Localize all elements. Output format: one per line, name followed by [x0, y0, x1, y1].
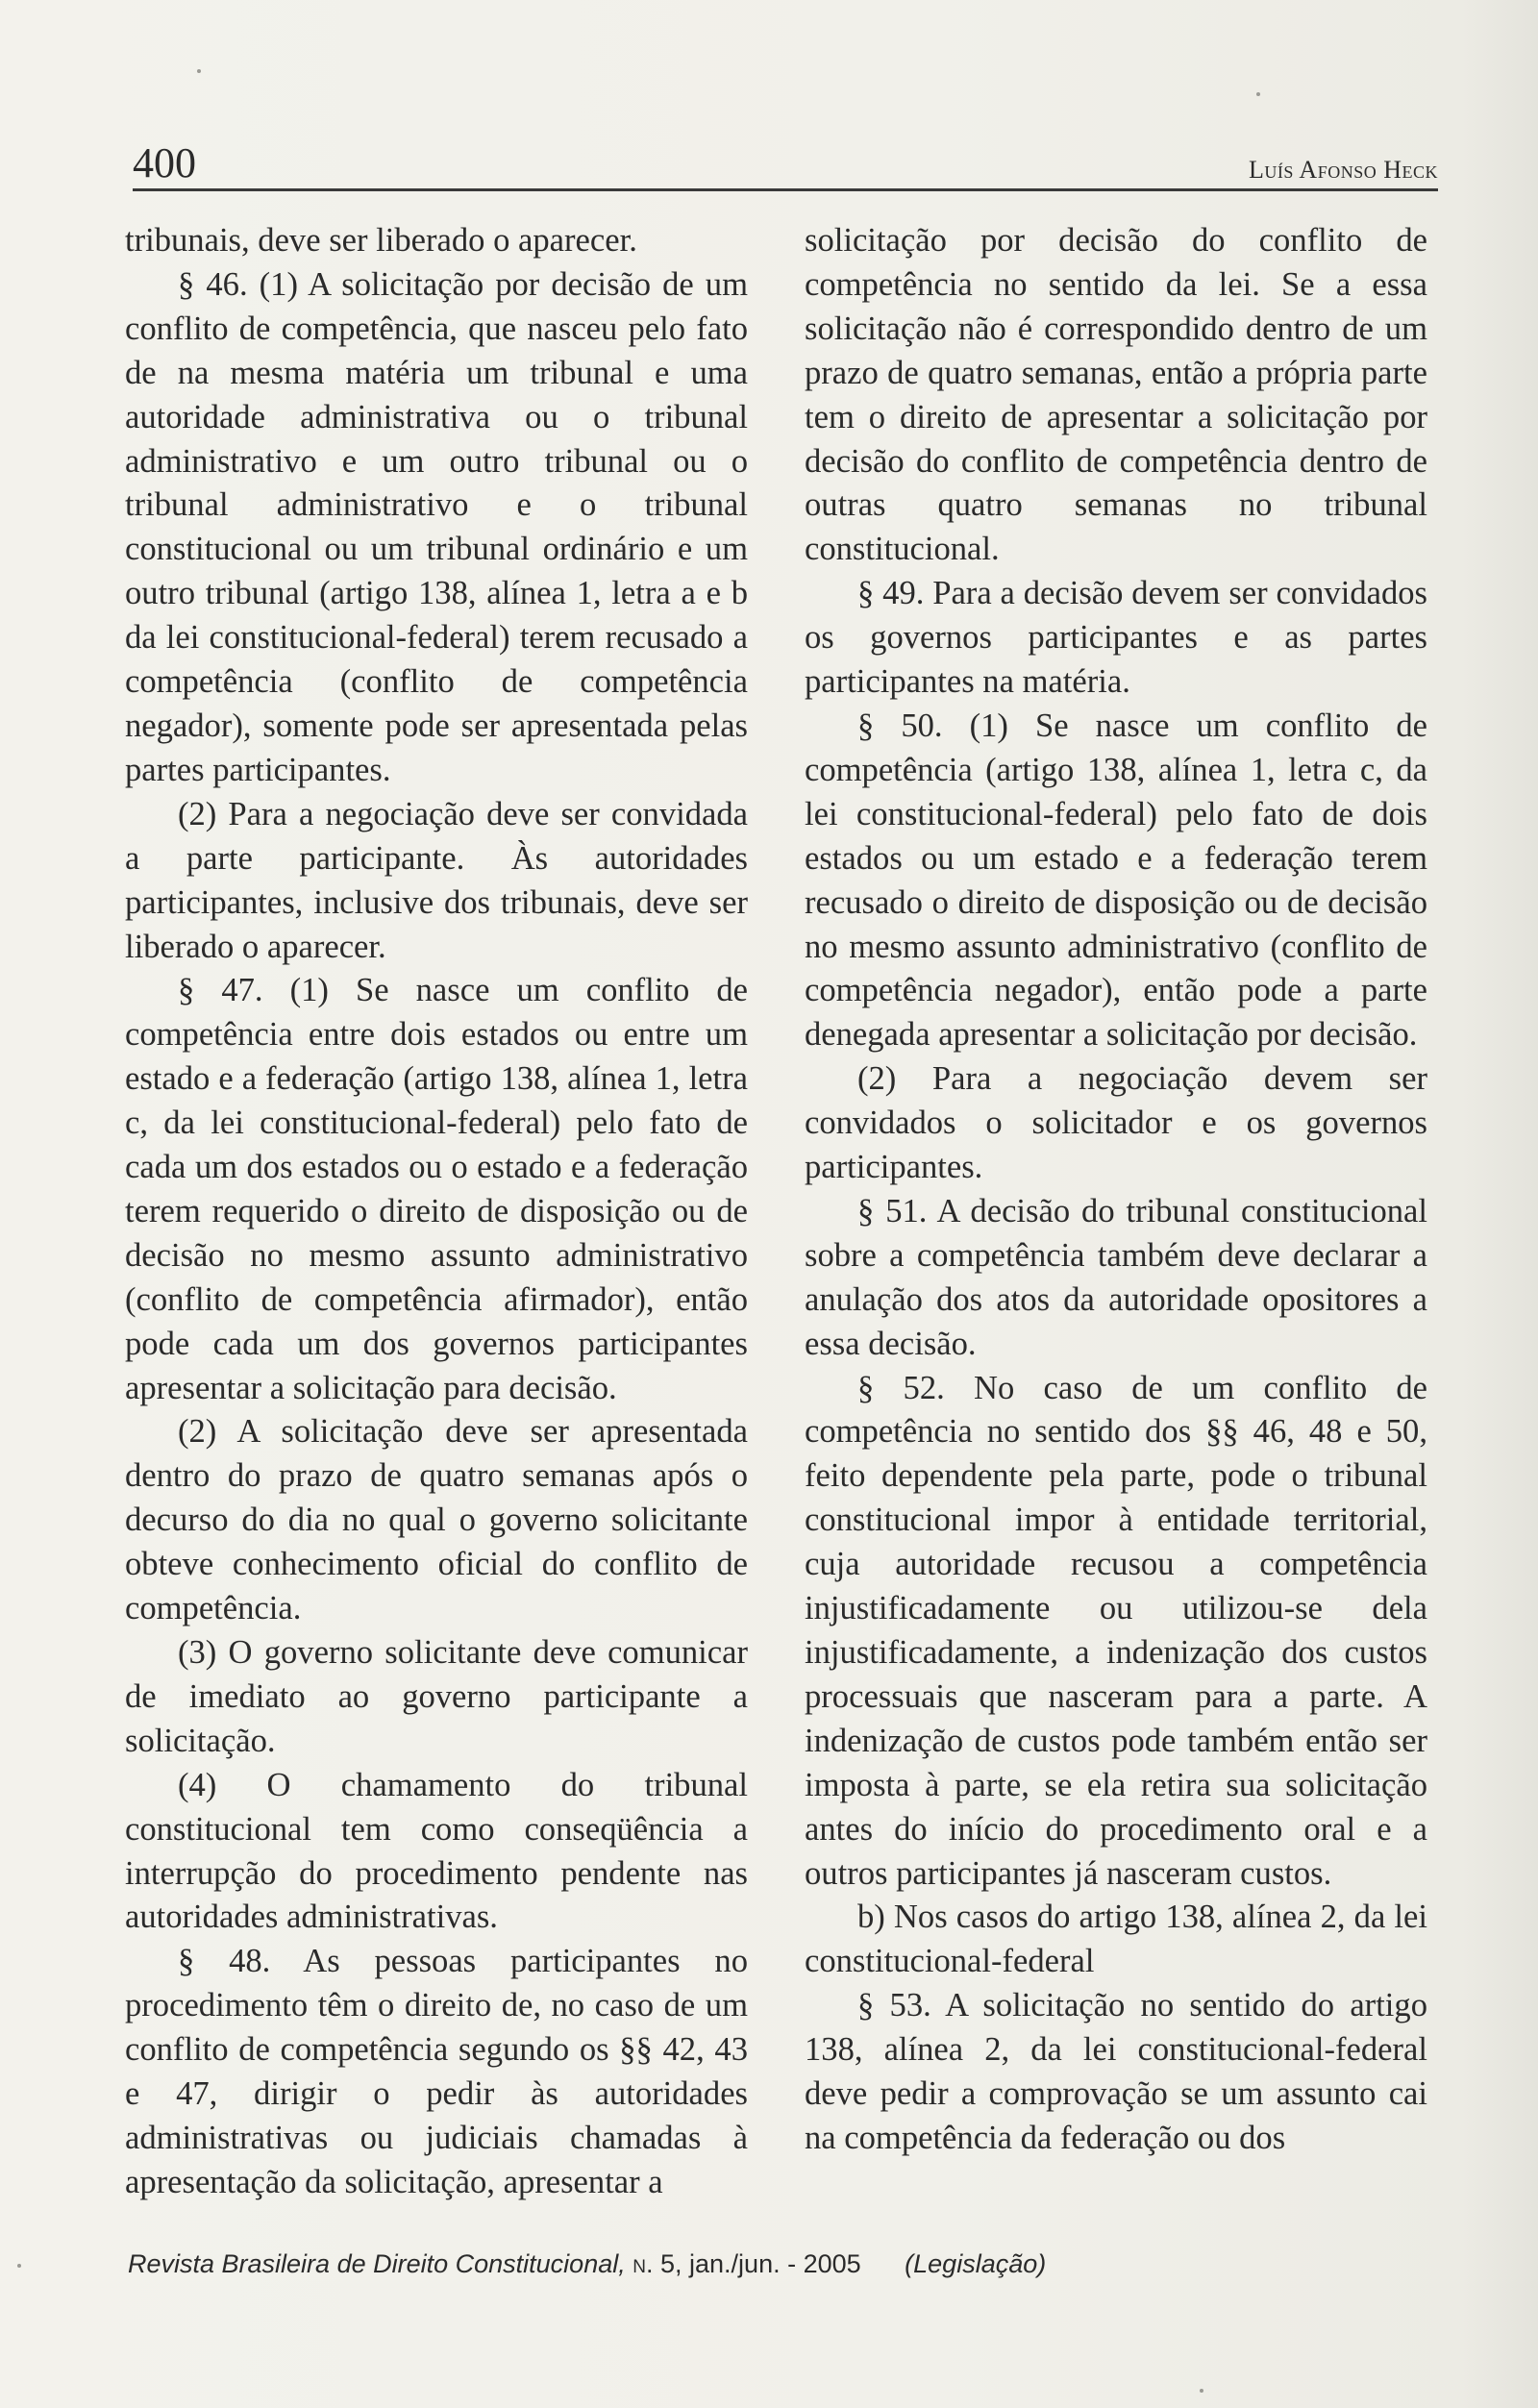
paragraph: § 51. A decisão do tribunal constitucional sobre a competência também deve declarar a anulação dos atos da autoridade opositores a essa decisão.: [805, 1192, 1427, 1362]
paragraph: solicitação por decisão do conflito de competência no sentido da lei. Se a essa solicitação não é correspondido dentro de um prazo de quatro semanas, então a própria parte tem o direito de apresentar a solicitação por decisão do conflito de competência dentro de outras quatro semanas no tribunal constitucional.: [805, 222, 1427, 568]
right-column: [805, 219, 1427, 2161]
page-number: 400: [133, 139, 196, 186]
running-head-author: Luís Afonso Heck: [1248, 156, 1438, 184]
left-column: [125, 219, 748, 2205]
paragraph: (2) Para a negociação devem ser convidados o solicitador e os governos participantes.: [805, 1060, 1427, 1186]
paragraph: § 46. (1) A solicitação por decisão de um conflito de competência, que nasceu pelo fato de na mesma matéria um tribunal e uma autoridade administrativa ou o tribunal administrativo e um outro tribunal ou o tribunal administrativo e o tribunal constitucional ou um tribunal ordinário e um outro tribunal (artigo 138, alínea 1, letra a e b da lei constitucional-federal) terem recusado a competência (conflito de competência negador), somente pode ser apresentada pelas partes participantes.: [125, 265, 748, 788]
paper-speck: [1256, 92, 1260, 96]
footer-journal: Revista Brasileira de Direito Constitucional,: [128, 2249, 626, 2278]
footer-section: (Legislação): [905, 2249, 1047, 2278]
paragraph: (4) O chamamento do tribunal constitucional tem como conseqüência a interrupção do procedimento pendente nas autoridades administrativas.: [125, 1766, 748, 1936]
paragraph: § 48. As pessoas participantes no procedimento têm o direito de, no caso de um conflito de competência segundo os §§ 42, 43 e 47, dirigir o pedir às autoridades administrativas ou judiciais chamadas à apresentação da solicitação, apresentar a: [125, 1943, 748, 2200]
paragraph: tribunais, deve ser liberado o aparecer.: [125, 222, 637, 259]
paragraph: b) Nos casos do artigo 138, alínea 2, da lei constitucional-federal: [805, 1899, 1427, 1980]
footer-issue-number: n. 5,: [633, 2249, 682, 2278]
paragraph: (3) O governo solicitante deve comunicar de imediato ao governo participante a solicitação.: [125, 1634, 748, 1759]
paper-speck: [1200, 2389, 1203, 2393]
paragraph: § 52. No caso de um conflito de competência no sentido dos §§ 46, 48 e 50, feito dependente pela parte, pode o tribunal constitucional impor à entidade territorial, cuja autoridade recusou a competência injustificadamente ou utilizou-se dela injustificadamente, a indenização dos custos processuais que nasceram para a parte. A indenização de custos pode também então ser imposta à parte, se ela retira sua solicitação antes do início do procedimento oral e a outros participantes já nasceram custos.: [805, 1369, 1427, 1892]
page-footer: [128, 2249, 1224, 2278]
paragraph: § 53. A solicitação no sentido do artigo 138, alínea 2, da lei constitucional-federal deve pedir a comprovação se um assunto cai na competência da federação ou dos: [805, 1987, 1427, 2156]
paragraph: (2) A solicitação deve ser apresentada dentro do prazo de quatro semanas após o decurso do dia no qual o governo solicitante obteve conhecimento oficial do conflito de competência.: [125, 1413, 748, 1627]
running-header: [133, 135, 1438, 191]
paragraph: § 50. (1) Se nasce um conflito de competência (artigo 138, alínea 1, letra c, da lei constitucional-federal) pelo fato de dois estados ou um estado e a federação terem recusado o direito de disposição ou de decisão no mesmo assunto administrativo (conflito de competência negador), então pode a parte denegada apresentar a solicitação por decisão.: [805, 707, 1427, 1054]
paragraph: (2) Para a negociação deve ser convidada a parte participante. Às autoridades participantes, inclusive dos tribunais, deve ser liberado o aparecer.: [125, 795, 748, 965]
paragraph: § 49. Para a decisão devem ser convidados os governos participantes e as partes participantes na matéria.: [805, 575, 1427, 701]
paper-speck: [17, 2264, 21, 2268]
footer-date: jan./jun. - 2005: [689, 2249, 861, 2278]
paper-speck: [197, 69, 201, 73]
paragraph: § 47. (1) Se nasce um conflito de competência entre dois estados ou entre um estado e a federação (artigo 138, alínea 1, letra c, da lei constitucional-federal) pelo fato de cada um dos estados ou o estado e a federação terem requerido o direito de disposição ou de decisão no mesmo assunto administrativo (conflito de competência afirmador), então pode cada um dos governos participantes apresentar a solicitação para decisão.: [125, 972, 748, 1406]
